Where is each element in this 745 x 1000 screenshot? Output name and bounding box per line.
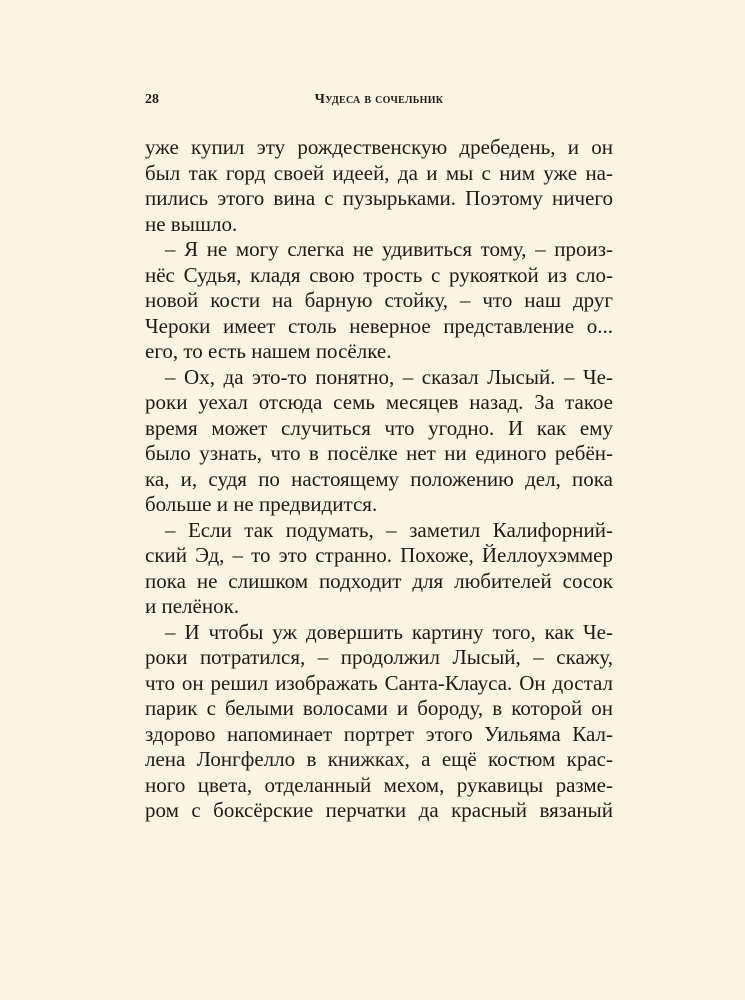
text-line: новой кости на барную стойку, – что наш друг: [145, 288, 613, 312]
text-line: время может случиться что угодно. И как ему: [145, 415, 613, 440]
text-line: – Если так подумать, – заметил Калифорний-: [165, 517, 613, 542]
text-line: – И чтобы уж довершить картину того, как Че-: [165, 619, 613, 644]
text-line: ного цвета, отделанный мехом, рукавицы разме-: [145, 772, 613, 797]
text-line: здорово напоминает портрет этого Уильяма Кал-: [145, 721, 613, 746]
body-text: [145, 135, 613, 824]
text-line: что он решил изображать Санта-Клауса. Он достал: [145, 670, 613, 695]
text-line: роки уехал отсюда семь месяцев назад. За такое: [145, 390, 613, 414]
text-line: больше и не предвидится.: [145, 492, 378, 516]
text-line: было узнать, что в посёлке нет ни единого ребён-: [145, 441, 613, 465]
text-line: ром с боксёрские перчатки да красный вязаный: [145, 798, 613, 822]
text-line: Чероки имеет столь неверное представление о...: [145, 313, 613, 338]
text-line: ка, и, судя по настоящему положению дел, пока: [145, 466, 613, 491]
text-line: лена Лонгфелло в книжках, а ещё костюм крас-: [145, 747, 613, 771]
text-line: роки потратился, – продолжил Лысый, – скажу,: [145, 645, 613, 669]
text-line: был так горд своей идеей, да и мы с ним уже на-: [145, 160, 613, 185]
text-line: пока не слишком подходит для любителей сосок: [145, 568, 613, 593]
text-line: – Я не могу слегка не удивиться тому, – произ-: [165, 237, 613, 261]
page-number: 28: [145, 92, 159, 107]
page-header: [145, 92, 613, 112]
text-line: и пелёнок.: [145, 594, 240, 618]
text-line: ский Эд, – то это странно. Похоже, Йеллоухэммер: [145, 543, 613, 567]
running-title: Чудеса в сочельник: [314, 92, 444, 107]
text-line: парик с белыми волосами и бороду, в которой он: [145, 696, 613, 720]
text-line: пились этого вина с пузырьками. Поэтому ничего: [145, 186, 613, 210]
text-line: не вышло.: [145, 211, 238, 236]
text-line: уже купил эту рождественскую дребедень, и он: [145, 135, 613, 159]
text-line: нёс Судья, кладя свою трость с рукояткой из сло-: [145, 262, 613, 287]
text-line: – Ох, да это-то понятно, – сказал Лысый. – Че-: [165, 364, 613, 389]
text-line: его, то есть нашем посёлке.: [145, 339, 392, 363]
